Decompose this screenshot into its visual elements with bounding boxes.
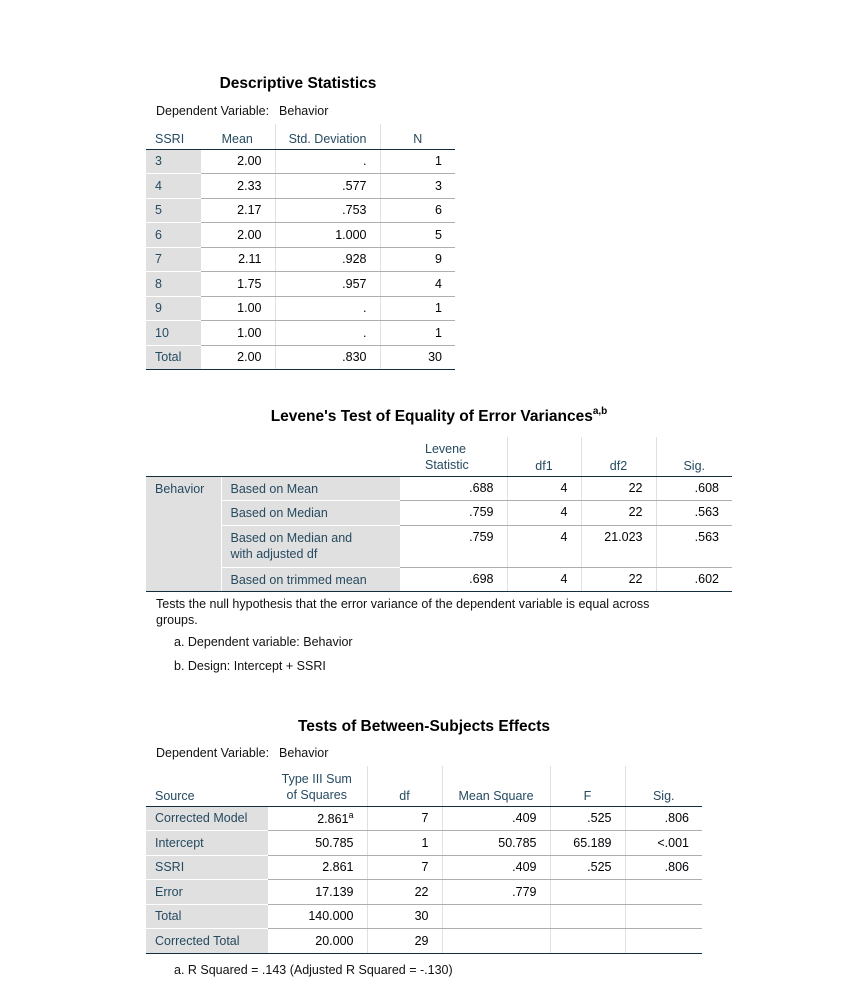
- descriptive-title: Descriptive Statistics: [219, 75, 377, 92]
- df2-value: 22: [581, 501, 656, 526]
- n-value: 4: [380, 272, 455, 297]
- std-deviation-value: .830: [275, 345, 380, 370]
- row-label: Corrected Total: [146, 929, 267, 954]
- between-note-a: a. R Squared = .143 (Adjusted R Squared = -.130): [174, 963, 453, 977]
- hdr-levene-2: Statistic: [425, 457, 469, 472]
- mean-value: 2.33: [200, 174, 275, 199]
- levene-note-a: a. Dependent variable: Behavior: [174, 635, 353, 649]
- header-mean: Mean: [200, 124, 275, 149]
- mean-square-value: .779: [442, 880, 550, 905]
- header-std-deviation: Std. Deviation: [275, 124, 380, 149]
- mean-value: 2.00: [200, 149, 275, 174]
- sig-value: .806: [625, 855, 702, 880]
- levene-statistic-value: .698: [399, 567, 507, 592]
- table-row: [146, 223, 455, 248]
- header-ssri: SSRI: [146, 124, 200, 149]
- descriptive-table: [146, 124, 455, 370]
- sum-of-squares-value: [267, 831, 367, 856]
- table-row: [146, 880, 702, 905]
- n-value: 1: [380, 149, 455, 174]
- sum-of-squares-text: 140.000: [308, 909, 354, 924]
- f-value: [550, 880, 625, 905]
- row-label: [221, 476, 399, 501]
- std-deviation-value: .957: [275, 272, 380, 297]
- header-df1: df1: [507, 437, 581, 476]
- levene-title-footnote: a,b: [592, 406, 608, 417]
- table-row: [146, 929, 702, 954]
- df-value: 7: [367, 855, 442, 880]
- sum-of-squares-text: 50.785: [315, 835, 354, 850]
- levene-title-text: Levene's Test of Equality of Error Variances: [270, 408, 593, 426]
- df-value: 7: [367, 806, 442, 831]
- mean-value: 2.11: [200, 247, 275, 272]
- std-deviation-value: .: [275, 296, 380, 321]
- mean-square-value: .409: [442, 806, 550, 831]
- levene-note-null-hypothesis: [156, 596, 649, 628]
- row-label-line: Based on Median: [230, 506, 328, 520]
- sum-of-squares-text: 17.139: [315, 884, 354, 899]
- header-blank-1: [146, 437, 221, 476]
- sig-value: .602: [656, 567, 732, 592]
- row-label: 10: [146, 321, 200, 346]
- std-deviation-value: .753: [275, 198, 380, 223]
- table-row: [146, 501, 732, 526]
- header-f: F: [550, 766, 625, 806]
- row-label: Corrected Model: [146, 806, 267, 831]
- row-label: SSRI: [146, 855, 267, 880]
- table-row: [146, 806, 702, 831]
- mean-value: 2.00: [200, 223, 275, 248]
- row-label: 8: [146, 272, 200, 297]
- footnote-marker: a: [348, 810, 354, 821]
- sig-value: <.001: [625, 831, 702, 856]
- mean-value: 1.00: [200, 296, 275, 321]
- header-levene-statistic: [399, 437, 507, 476]
- n-value: 3: [380, 174, 455, 199]
- mean-square-value: 50.785: [442, 831, 550, 856]
- df2-value: 22: [581, 476, 656, 501]
- descriptive-dependent-variable: [156, 104, 328, 118]
- std-deviation-value: .: [275, 321, 380, 346]
- hdr-ss-2: of Squares: [286, 787, 347, 802]
- n-value: 30: [380, 345, 455, 370]
- n-value: 9: [380, 247, 455, 272]
- between-dependent-variable: [156, 746, 328, 760]
- row-label: 9: [146, 296, 200, 321]
- df1-value: 4: [507, 476, 581, 501]
- header-n: N: [380, 124, 455, 149]
- sig-value: [625, 929, 702, 954]
- f-value: [550, 904, 625, 929]
- row-label: 7: [146, 247, 200, 272]
- df-value: 29: [367, 929, 442, 954]
- table-row: [146, 831, 702, 856]
- table-row: [146, 476, 732, 501]
- sum-of-squares-text: 2.861: [322, 860, 354, 875]
- levene-title: [146, 407, 732, 426]
- std-deviation-value: 1.000: [275, 223, 380, 248]
- header-sig: Sig.: [625, 766, 702, 806]
- row-label: 4: [146, 174, 200, 199]
- table-row: [146, 296, 455, 321]
- levene-table: [146, 437, 732, 592]
- levene-statistic-value: .759: [399, 525, 507, 567]
- between-table: [146, 766, 702, 954]
- df2-value: 22: [581, 567, 656, 592]
- table-row: [146, 149, 455, 174]
- sig-value: .608: [656, 476, 732, 501]
- row-label: [221, 525, 399, 567]
- levene-statistic-value: .688: [399, 476, 507, 501]
- sig-value: .563: [656, 525, 732, 567]
- df2-value: 21.023: [581, 525, 656, 567]
- sum-of-squares-value: [267, 855, 367, 880]
- table-row: [146, 272, 455, 297]
- n-value: 6: [380, 198, 455, 223]
- table-row: [146, 904, 702, 929]
- dep-label: Dependent Variable:: [156, 104, 270, 118]
- sum-of-squares-text: 2.861: [317, 812, 349, 827]
- table-row: [146, 247, 455, 272]
- sum-of-squares-text: 20.000: [315, 933, 354, 948]
- std-deviation-value: .577: [275, 174, 380, 199]
- f-value: [550, 929, 625, 954]
- table-row: [146, 174, 455, 199]
- df-value: 22: [367, 880, 442, 905]
- mean-value: 1.00: [200, 321, 275, 346]
- row-label: [221, 501, 399, 526]
- mean-value: 1.75: [200, 272, 275, 297]
- std-deviation-value: .: [275, 149, 380, 174]
- header-source: Source: [146, 766, 267, 806]
- table-row: [146, 525, 732, 567]
- sig-value: [625, 904, 702, 929]
- mean-value: 2.17: [200, 198, 275, 223]
- row-label: Error: [146, 880, 267, 905]
- dep-value: Behavior: [279, 746, 329, 760]
- header-mean-square: Mean Square: [442, 766, 550, 806]
- table-row: [146, 321, 455, 346]
- row-label-line: Based on Mean: [230, 481, 319, 496]
- sig-value: .563: [656, 501, 732, 526]
- row-label: 6: [146, 223, 200, 248]
- df-value: 1: [367, 831, 442, 856]
- header-type-iii-ss: [267, 766, 367, 806]
- df1-value: 4: [507, 525, 581, 567]
- row-label-line: Based on Median and: [230, 530, 353, 545]
- table-row: [146, 855, 702, 880]
- row-label: Total: [146, 904, 267, 929]
- note-line-1: Tests the null hypothesis that the error variance of the dependent variable is equal across: [156, 597, 650, 611]
- f-value: .525: [550, 855, 625, 880]
- std-deviation-value: .928: [275, 247, 380, 272]
- table-row: [146, 198, 455, 223]
- sum-of-squares-value: [267, 904, 367, 929]
- header-df2: df2: [581, 437, 656, 476]
- row-label: 5: [146, 198, 200, 223]
- row-label: 3: [146, 149, 200, 174]
- mean-square-value: .409: [442, 855, 550, 880]
- table-row: [146, 345, 455, 370]
- n-value: 1: [380, 296, 455, 321]
- f-value: .525: [550, 806, 625, 831]
- f-value: 65.189: [550, 831, 625, 856]
- row-label: Total: [146, 345, 200, 370]
- row-label: Intercept: [146, 831, 267, 856]
- sum-of-squares-value: [267, 929, 367, 954]
- sig-value: .806: [625, 806, 702, 831]
- dep-label: Dependent Variable:: [156, 746, 270, 760]
- row-label: [221, 567, 399, 592]
- hdr-ss-1: Type III Sum: [281, 771, 352, 786]
- mean-square-value: [442, 929, 550, 954]
- n-value: 1: [380, 321, 455, 346]
- df1-value: 4: [507, 501, 581, 526]
- row-label-line: with adjusted df: [230, 546, 318, 561]
- n-value: 5: [380, 223, 455, 248]
- row-label-line: Based on trimmed mean: [230, 572, 367, 587]
- levene-statistic-value: .759: [399, 501, 507, 526]
- sum-of-squares-value: [267, 806, 367, 831]
- between-title: Tests of Between-Subjects Effects: [297, 718, 551, 735]
- header-df: df: [367, 766, 442, 806]
- mean-value: 2.00: [200, 345, 275, 370]
- sum-of-squares-value: [267, 880, 367, 905]
- df1-value: 4: [507, 567, 581, 592]
- header-blank-2: [221, 437, 399, 476]
- levene-note-b: b. Design: Intercept + SSRI: [174, 659, 326, 673]
- header-sig: Sig.: [656, 437, 732, 476]
- dep-value: Behavior: [279, 104, 329, 118]
- row-group-behavior: Behavior: [146, 476, 221, 592]
- sig-value: [625, 880, 702, 905]
- df-value: 30: [367, 904, 442, 929]
- hdr-levene-1: Levene: [425, 441, 467, 456]
- table-row: [146, 567, 732, 592]
- mean-square-value: [442, 904, 550, 929]
- note-line-2: groups.: [156, 613, 198, 627]
